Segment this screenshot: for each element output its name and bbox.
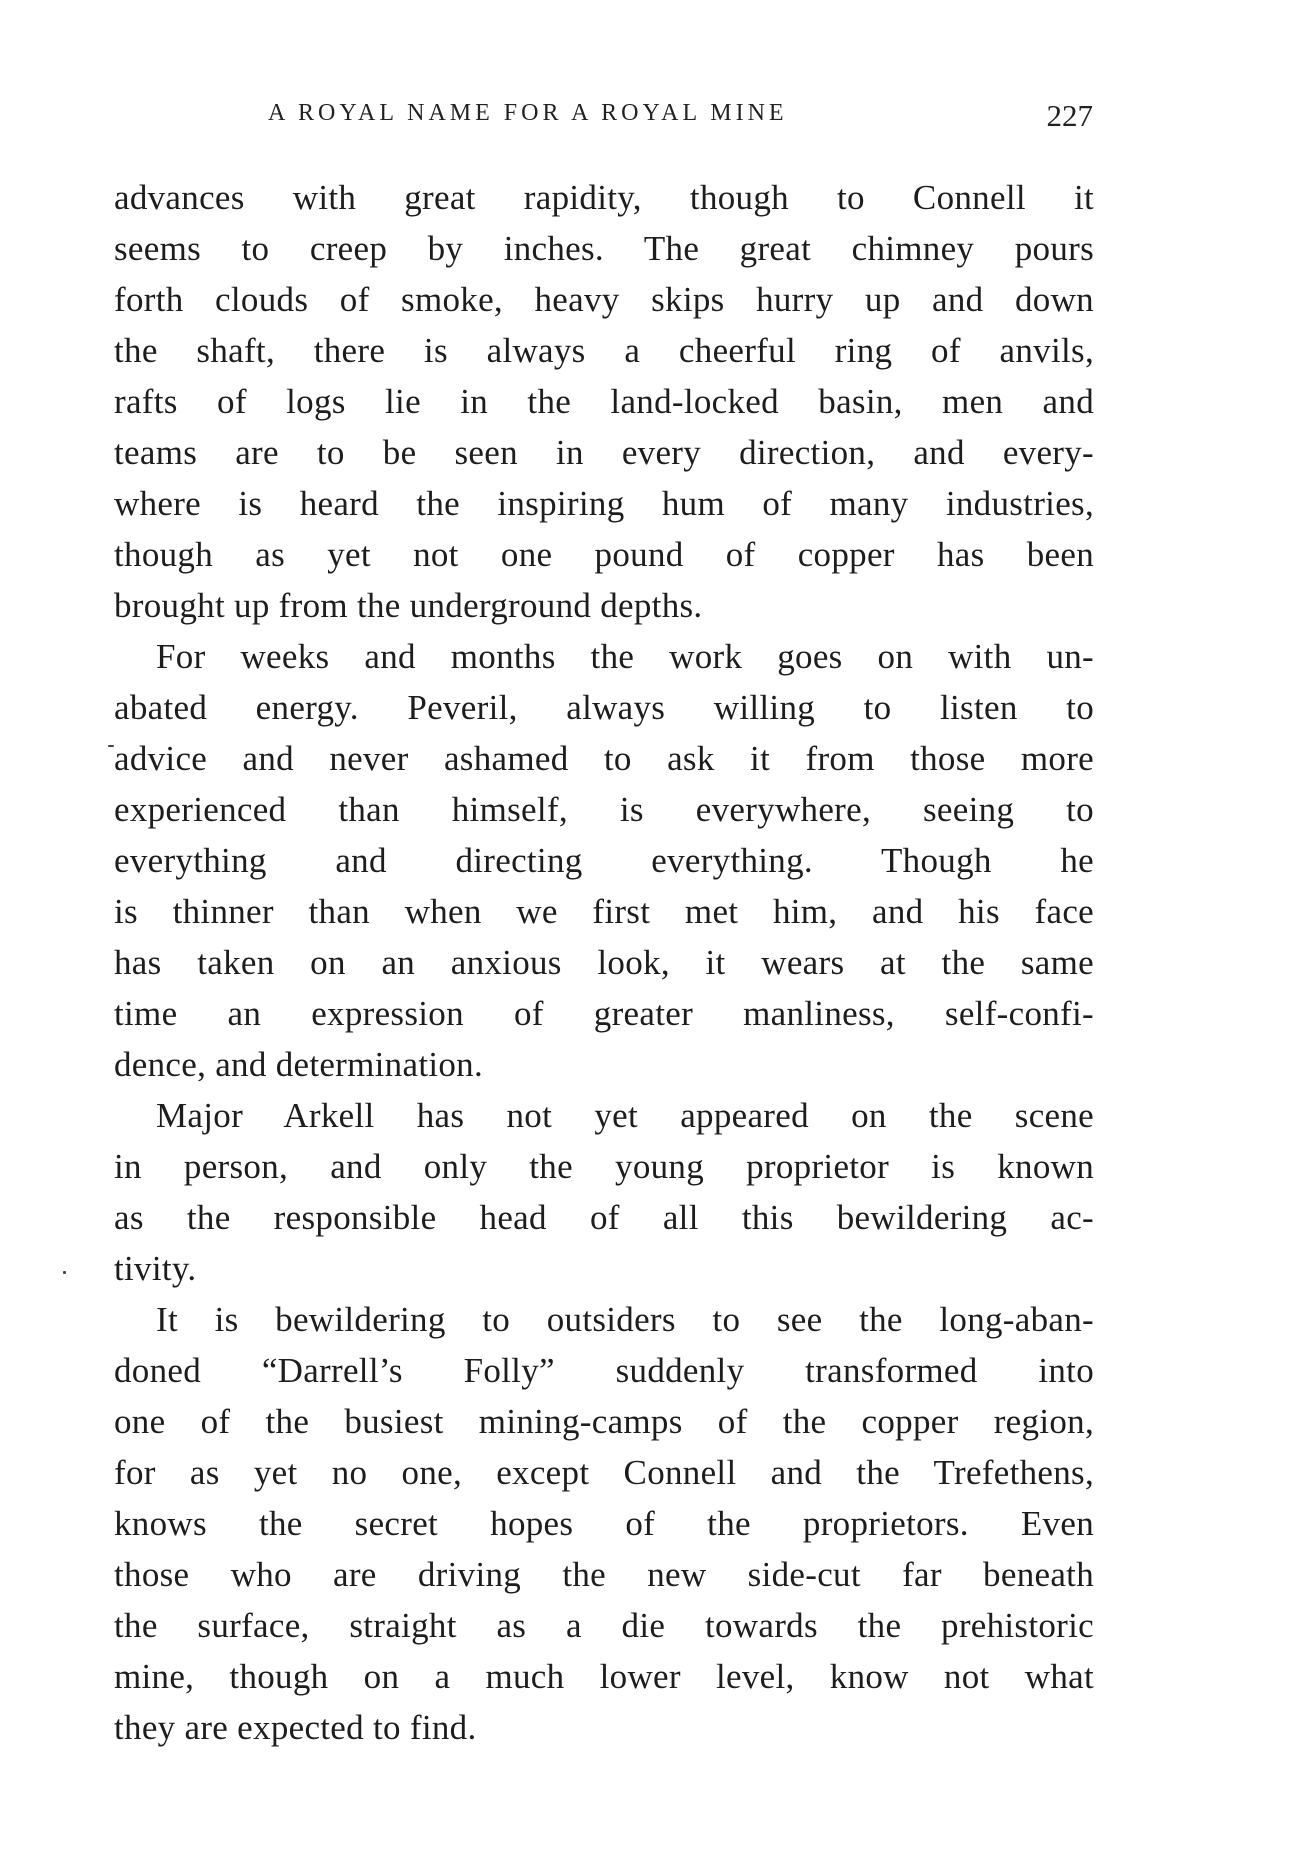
- scan-speck: [63, 1271, 66, 1274]
- text-line: advances with great rapidity, though to Connell it: [114, 178, 1094, 217]
- text-line: for as yet no one, except Connell and the Trefethens,: [114, 1453, 1094, 1492]
- text-line: mine, though on a much lower level, know not what: [114, 1657, 1094, 1696]
- text-line: is thinner than when we first met him, and his face: [114, 892, 1094, 931]
- text-line: everything and directing everything. Though he: [114, 841, 1094, 880]
- text-line: brought up from the underground depths.: [114, 586, 703, 625]
- body-text: [114, 172, 1094, 1753]
- text-line: teams are to be seen in every direction, and every-: [114, 433, 1094, 472]
- text-line: those who are driving the new side-cut far beneath: [114, 1555, 1094, 1594]
- text-line: as the responsible head of all this bewildering ac-: [114, 1198, 1094, 1237]
- text-line: rafts of logs lie in the land-locked basin, men and: [114, 382, 1094, 421]
- text-line: though as yet not one pound of copper has been: [114, 535, 1094, 574]
- text-line: advice and never ashamed to ask it from those more: [114, 739, 1094, 778]
- text-line: experienced than himself, is everywhere, seeing to: [114, 790, 1094, 829]
- text-line: Major Arkell has not yet appeared on the scene: [156, 1096, 1094, 1135]
- text-line: in person, and only the young proprietor is known: [114, 1147, 1094, 1186]
- text-line: they are expected to find.: [114, 1708, 477, 1747]
- text-line: For weeks and months the work goes on with un-: [156, 637, 1094, 676]
- text-line: has taken on an anxious look, it wears at the same: [114, 943, 1094, 982]
- text-line: abated energy. Peveril, always willing to listen to: [114, 688, 1094, 727]
- text-line: knows the secret hopes of the proprietors. Even: [114, 1504, 1094, 1543]
- text-line: the shaft, there is always a cheerful ring of anvils,: [114, 331, 1094, 370]
- text-line: tivity.: [114, 1249, 197, 1288]
- page-number: 227: [1046, 98, 1093, 133]
- text-line: seems to creep by inches. The great chimney pours: [114, 229, 1094, 268]
- running-title: A ROYAL NAME FOR A ROYAL MINE: [268, 100, 788, 126]
- text-line: the surface, straight as a die towards the prehistoric: [114, 1606, 1094, 1645]
- text-line: dence, and determination.: [114, 1045, 484, 1084]
- text-line: forth clouds of smoke, heavy skips hurry up and down: [114, 280, 1094, 319]
- text-line: time an expression of greater manliness, self-confi-: [114, 994, 1094, 1033]
- running-header: [118, 100, 1093, 140]
- text-line: It is bewildering to outsiders to see the long-aban-: [156, 1300, 1094, 1339]
- text-line: where is heard the inspiring hum of many industries,: [114, 484, 1094, 523]
- text-line: doned “Darrell’s Folly” suddenly transformed into: [114, 1351, 1094, 1390]
- text-line: one of the busiest mining-camps of the copper region,: [114, 1402, 1094, 1441]
